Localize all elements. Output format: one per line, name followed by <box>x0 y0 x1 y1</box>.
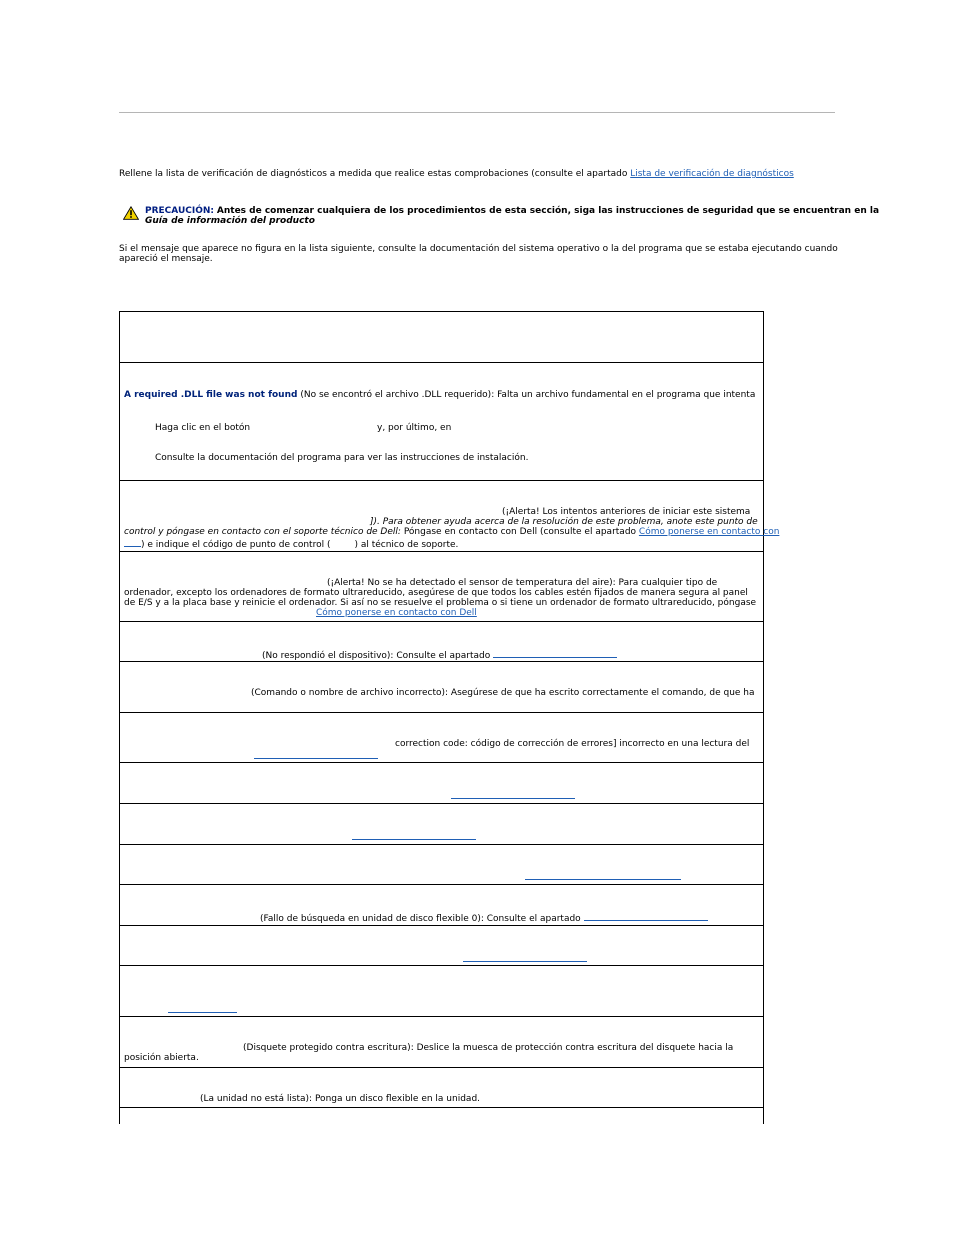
message-note <box>119 244 838 264</box>
checkpoint-alert-line2: ]). Para obtener ayuda acerca de la resolución de este problema, anote este punto de <box>370 517 758 527</box>
floppy-seek-link[interactable] <box>584 911 708 921</box>
checkpoint-contact-text: Póngase en contacto con Dell (consulte el apartado <box>403 527 637 537</box>
caution-text: Antes de comenzar cualquiera de los procedimientos de esta sección, siga las instrucciones de seguridad que se encuentran en la <box>216 206 880 216</box>
row-divider <box>120 762 763 763</box>
row-link-5-underline[interactable] <box>168 1003 237 1013</box>
dll-step-1b: y, por último, en <box>377 423 452 433</box>
row-divider <box>120 480 763 481</box>
row-divider <box>120 884 763 885</box>
product-info-guide-title: Guía de información del producto <box>145 216 315 226</box>
intro-paragraph <box>119 169 794 179</box>
dll-step-2: Consulte la documentación del programa para ver las instrucciones de instalación. <box>155 453 529 463</box>
no-response-row <box>262 648 617 661</box>
row-link-1-underline[interactable] <box>451 789 575 799</box>
air-sensor-line2: ordenador, excepto los ordenadores de formato ultrareducido, asegúrese de que todos los cables estén fijados de manera segura al panel <box>124 588 748 598</box>
ecc-link[interactable] <box>254 749 378 762</box>
top-divider <box>119 112 835 113</box>
row-divider <box>120 1016 763 1017</box>
ecc-link-underline[interactable] <box>254 749 378 759</box>
warning-triangle-icon <box>123 206 139 220</box>
dll-message-text: (No se encontró el archivo .DLL requerido): Falta un archivo fundamental en el programa que intenta <box>300 390 756 400</box>
contact-dell-link-continuation[interactable] <box>124 537 141 547</box>
checkpoint-code-text: ) e indique el código de punto de control ( <box>141 540 331 550</box>
row-link-5[interactable] <box>168 1003 237 1016</box>
row-link-1[interactable] <box>451 789 575 802</box>
message-note-line1: Si el mensaje que aparece no figura en la lista siguiente, consulte la documentación del sistema operativo o la del programa que se estaba ejecutando cuando <box>119 244 838 254</box>
row-divider <box>120 712 763 713</box>
row-link-3-underline[interactable] <box>525 870 681 880</box>
row-divider <box>120 661 763 662</box>
row-link-2[interactable] <box>352 830 476 843</box>
ecc-text: correction code: código de corrección de errores] incorrecto en una lectura del <box>395 739 750 749</box>
intro-text: Rellene la lista de verificación de diagnósticos a medida que realice estas comprobaciones (consulte el apartado <box>119 169 628 179</box>
dll-message-label: A required .DLL file was not found <box>124 390 298 400</box>
floppy-seek-row <box>260 911 708 924</box>
row-divider <box>120 844 763 845</box>
checkpoint-alert-line1: (¡Alerta! Los intentos anteriores de iniciar este sistema <box>502 507 751 517</box>
caution-block <box>145 206 880 226</box>
row-divider <box>120 925 763 926</box>
row-divider <box>120 803 763 804</box>
bad-command-text: (Comando o nombre de archivo incorrecto): Asegúrese de que ha escrito correctamente el comando, de que ha <box>251 688 755 698</box>
row-divider <box>120 551 763 552</box>
checkpoint-tech-text: ) al técnico de soporte. <box>354 540 459 550</box>
row-link-2-underline[interactable] <box>352 830 476 840</box>
diagnostics-checklist-link[interactable]: Lista de verificación de diagnósticos <box>630 169 794 179</box>
dll-step-1 <box>155 423 250 433</box>
caution-label: PRECAUCIÓN: <box>145 206 215 216</box>
checkpoint-alert-line4 <box>124 537 458 550</box>
dll-message-row <box>124 390 755 400</box>
air-sensor-line1: (¡Alerta! No se ha detectado el sensor de temperatura del aire): Para cualquier tipo de <box>327 578 718 588</box>
air-sensor-line3: de E/S y a la placa base y reinicie el ordenador. Si así no se resuelve el problema o si tiene un ordenador de formato ultrareducido, póngase <box>124 598 757 608</box>
row-divider <box>120 1067 763 1068</box>
floppy-seek-text: (Fallo de búsqueda en unidad de disco flexible 0): Consulte el apartado <box>260 914 581 924</box>
error-messages-table <box>119 311 780 1124</box>
write-protected-line1: (Disquete protegido contra escritura): Deslice la muesca de protección contra escritura del disquete hacia la <box>243 1043 734 1053</box>
contact-dell-link[interactable]: Cómo ponerse en contacto con <box>638 527 780 537</box>
not-ready-text: (La unidad no está lista): Ponga un disco flexible en la unidad. <box>200 1094 481 1104</box>
message-note-line2: apareció el mensaje. <box>119 254 213 264</box>
checkpoint-support-text: control y póngase en contacto con el soporte técnico de Dell: <box>124 527 401 537</box>
row-divider <box>120 362 763 363</box>
row-divider <box>120 1107 763 1108</box>
air-sensor-line4 <box>316 608 477 618</box>
row-link-4[interactable] <box>463 952 587 965</box>
row-divider <box>120 621 763 622</box>
no-response-link[interactable] <box>493 648 617 658</box>
row-divider <box>120 965 763 966</box>
checkpoint-alert-line3 <box>124 527 779 537</box>
dll-step-1-text: Haga clic en el botón <box>155 423 251 433</box>
no-response-text: (No respondió el dispositivo): Consulte el apartado <box>262 651 491 661</box>
contact-dell-link-2[interactable]: Cómo ponerse en contacto con Dell <box>316 608 477 618</box>
row-link-3[interactable] <box>525 870 681 883</box>
write-protected-line2: posición abierta. <box>124 1053 199 1063</box>
row-link-4-underline[interactable] <box>463 952 587 962</box>
